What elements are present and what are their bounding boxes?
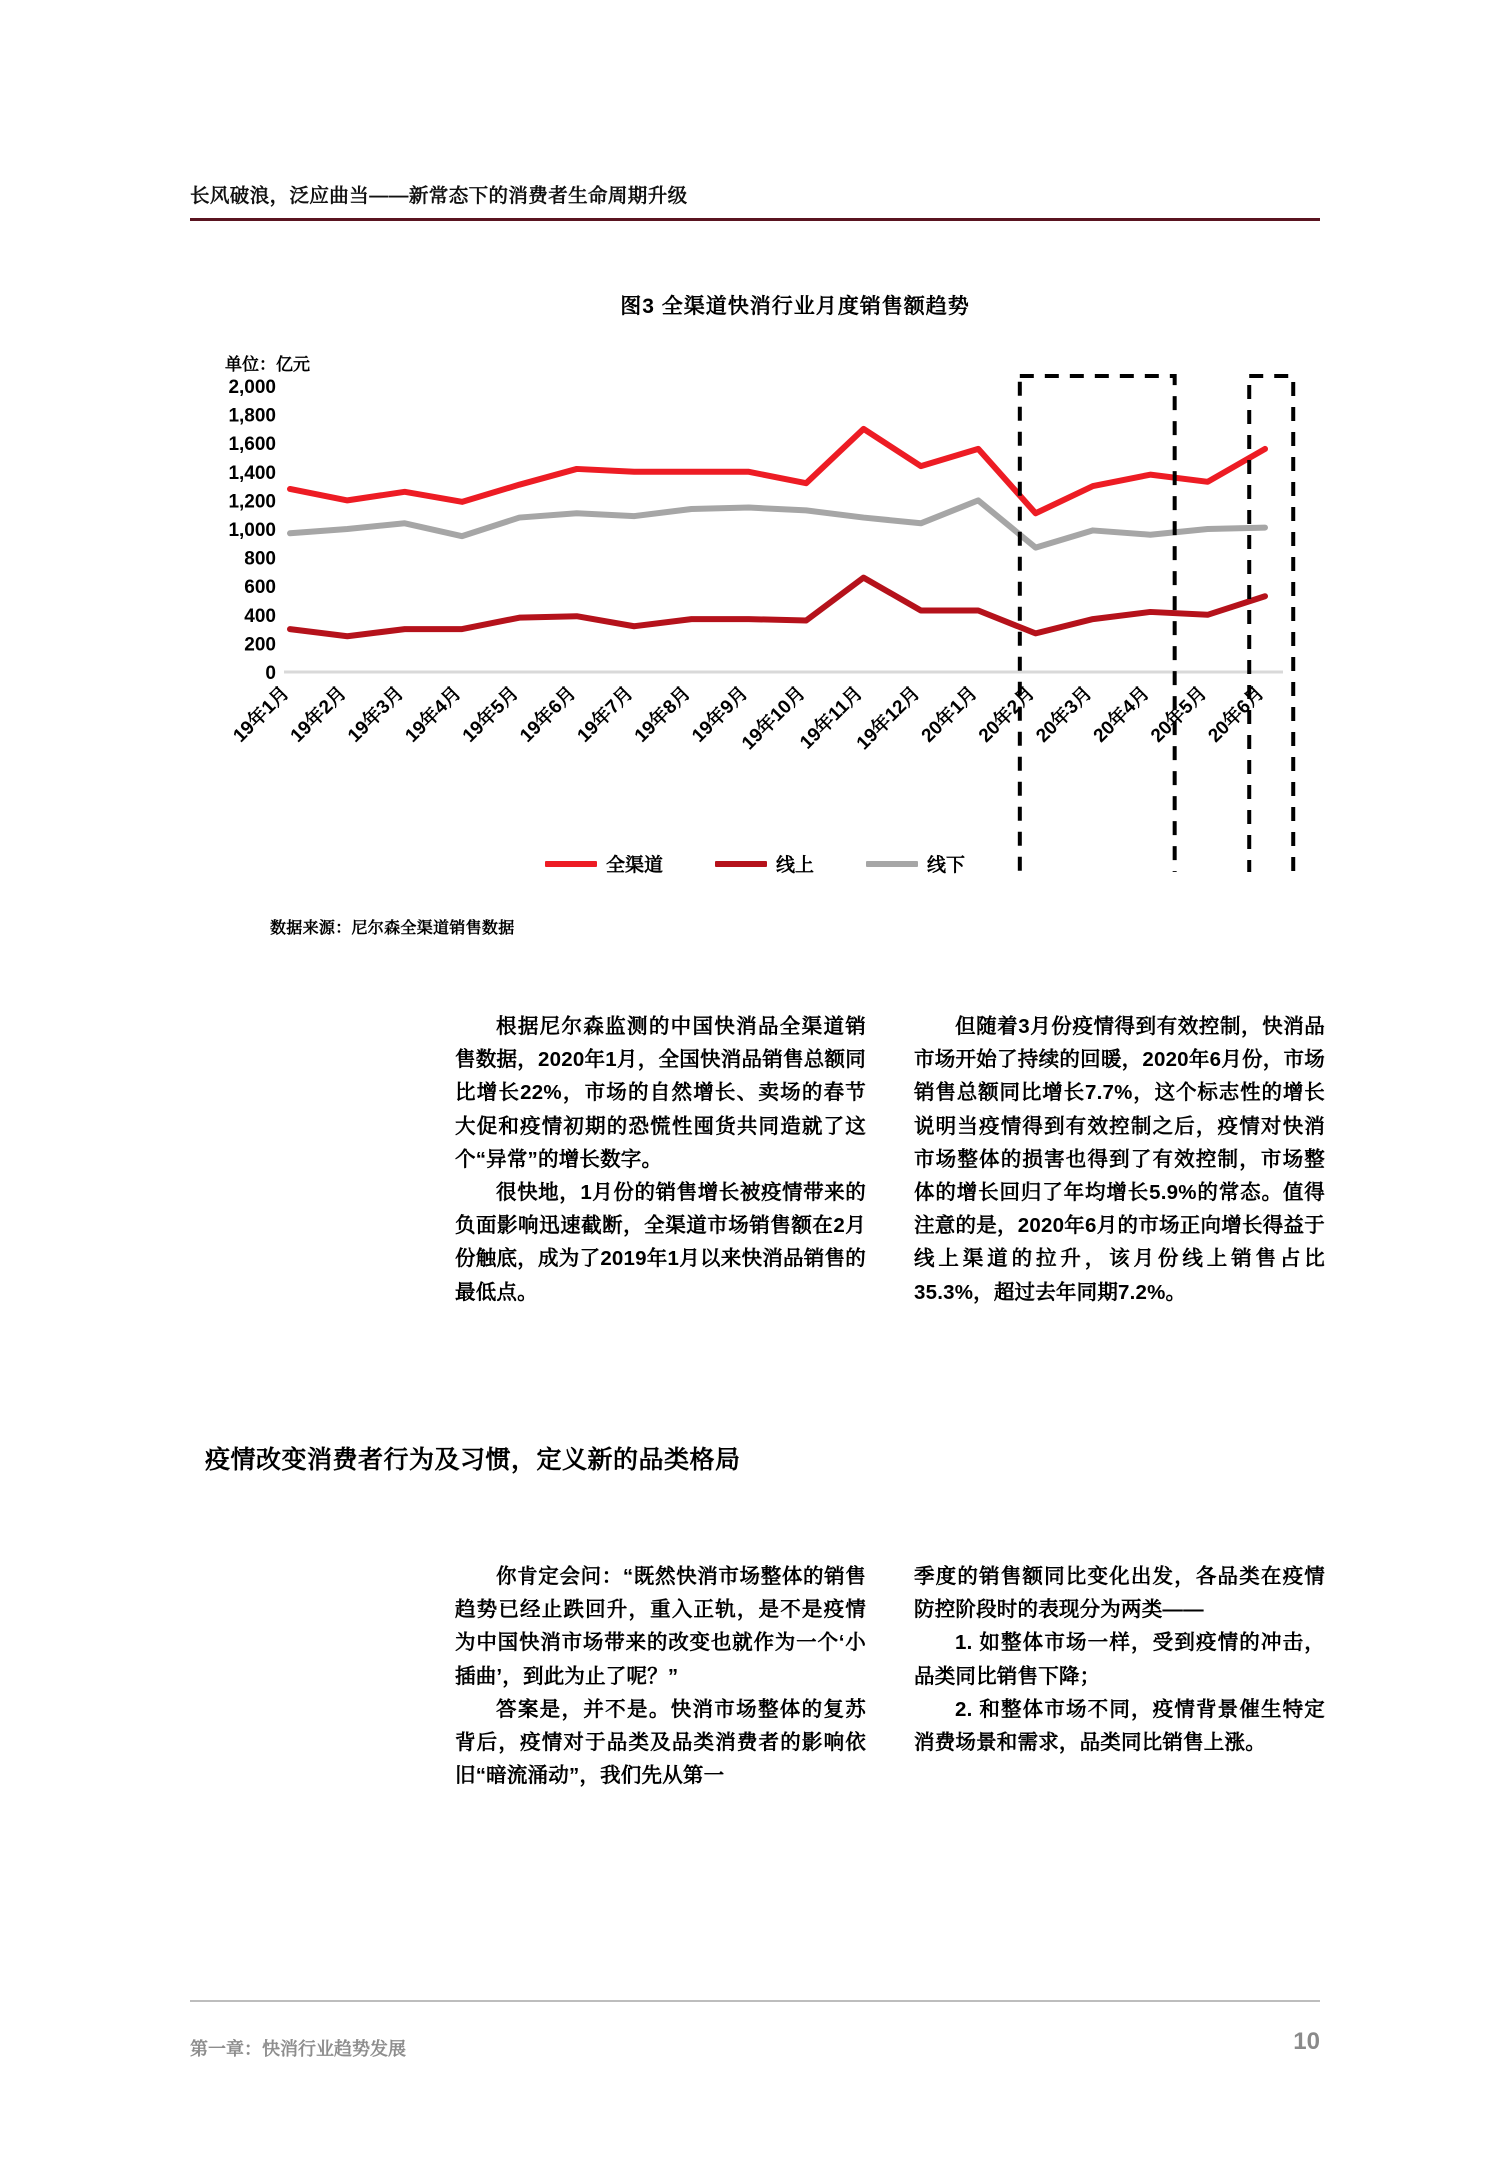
- paragraph: 季度的销售额同比变化出发，各品类在疫情防控阶段时的表现分为两类——: [914, 1565, 1325, 1622]
- x-axis-tick-label: 20年4月: [1089, 682, 1154, 747]
- list-item: 2. 和整体市场不同，疫情背景催生特定消费场景和需求，品类同比销售上涨。: [914, 1697, 1325, 1755]
- footer-chapter: 第一章：快消行业趋势发展: [190, 2039, 406, 2059]
- body-column-right: [914, 1560, 1325, 1792]
- x-axis-tick-label: 19年9月: [688, 682, 753, 747]
- y-axis-tick-label: 200: [244, 634, 276, 656]
- figure-3: [190, 290, 1320, 937]
- x-axis-tick-label: 20年6月: [1204, 682, 1269, 747]
- paragraph: 你肯定会问：“既然快消市场整体的销售趋势已经止跌回升，重入正轨，是不是疫情为中国快消市场带来的改变也就作为一个‘小插曲’，到此为止了呢？”: [455, 1565, 866, 1688]
- footer-rule: [190, 2000, 1320, 2002]
- y-axis-tick-label: 1,400: [228, 462, 276, 484]
- body-section-1: [455, 1010, 1325, 1309]
- x-axis-tick-label: 20年2月: [974, 682, 1040, 747]
- x-axis-tick-label: 19年2月: [286, 682, 351, 747]
- y-axis-tick-label: 1,200: [228, 491, 276, 513]
- legend-item-1: [715, 850, 814, 877]
- y-axis-tick-label: 2,000: [228, 377, 276, 398]
- paragraph: 很快地，1月份的销售增长被疫情带来的负面影响迅速截断，全渠道市场销售额在2月份触底，成为了2019年1月以来快消品销售的最低点。: [455, 1181, 866, 1304]
- x-axis-tick-label: 19年10月: [738, 682, 810, 755]
- y-axis-tick-label: 1,800: [228, 405, 276, 427]
- section-heading: 疫情改变消费者行为及习惯，定义新的品类格局: [205, 1446, 741, 1474]
- x-axis-tick-label: 19年5月: [458, 682, 523, 747]
- legend-label: 线下: [927, 855, 966, 876]
- chart-series-line: [290, 578, 1265, 637]
- body-column-left: [455, 1560, 866, 1792]
- y-axis-tick-label: 400: [244, 605, 276, 627]
- x-axis-tick-label: 19年6月: [516, 682, 581, 747]
- chart-series-line: [290, 500, 1265, 547]
- legend-item-2: [866, 850, 965, 877]
- figure-source-note: 数据来源：尼尔森全渠道销售数据: [270, 920, 515, 937]
- legend-swatch-icon: [545, 861, 597, 867]
- x-axis-tick-label: 19年8月: [630, 682, 696, 747]
- page-number: 10: [1293, 2028, 1320, 2055]
- chart-svg: [190, 372, 1320, 872]
- body-column-right: [914, 1010, 1325, 1309]
- legend-item-0: [545, 850, 663, 877]
- line-chart: [190, 372, 1320, 792]
- header-rule: [190, 218, 1320, 221]
- figure-title: 图3 全渠道快消行业月度销售额趋势: [620, 295, 970, 318]
- running-header-title: 长风破浪，泛应曲当——新常态下的消费者生命周期升级: [190, 185, 688, 207]
- paragraph: 答案是，并不是。快消市场整体的复苏背后，疫情对于品类及品类消费者的影响依旧“暗流涌动”，我们先从第一: [455, 1697, 866, 1788]
- x-axis-tick-label: 19年12月: [852, 682, 925, 755]
- legend-swatch-icon: [866, 861, 918, 867]
- x-axis-tick-label: 19年4月: [401, 682, 466, 747]
- x-axis-tick-label: 20年1月: [917, 682, 982, 747]
- legend-label: 线上: [775, 855, 814, 876]
- chart-highlight-box: [1020, 376, 1175, 872]
- chart-legend: [190, 850, 1320, 877]
- x-axis-tick-label: 19年1月: [229, 682, 294, 747]
- chart-highlight-box: [1249, 376, 1293, 872]
- y-axis-tick-label: 1,000: [228, 520, 276, 541]
- y-axis-tick-label: 0: [265, 663, 276, 684]
- body-section-2: [455, 1560, 1325, 1792]
- chart-series-line: [290, 429, 1265, 513]
- y-axis-tick-label: 600: [244, 577, 276, 599]
- x-axis-tick-label: 19年11月: [796, 682, 868, 754]
- paragraph: 但随着3月份疫情得到有效控制，快消品市场开始了持续的回暖，2020年6月份，市场销售总额同比增长7.7%，这个标志性的增长说明当疫情得到有效控制之后，疫情对快消市场整体的损害也得到了有效控制，市场整体的增长回归了年均增长5.9%的常态。值得注意的是，2020年6月的市场正向增长得益于线上渠道的拉升，该月份线上销售占比35.3%，超过去年同期7.2%。: [914, 1015, 1325, 1304]
- running-header: [190, 180, 1320, 221]
- legend-swatch-icon: [715, 861, 767, 867]
- list-item: 1. 如整体市场一样，受到疫情的冲击，品类同比销售下降；: [914, 1631, 1325, 1688]
- x-axis-tick-label: 19年7月: [573, 682, 638, 747]
- paragraph: 根据尼尔森监测的中国快消品全渠道销售数据，2020年1月，全国快消品销售总额同比增长22%，市场的自然增长、卖场的春节大促和疫情初期的恐慌性囤货共同造就了这个“异常”的增长数字。: [455, 1015, 866, 1171]
- x-axis-tick-label: 19年3月: [344, 682, 409, 747]
- x-axis-tick-label: 20年3月: [1032, 682, 1097, 747]
- figure-unit-label: 单位：亿元: [225, 355, 310, 374]
- x-axis-tick-label: 20年5月: [1147, 682, 1212, 747]
- y-axis-tick-label: 800: [244, 548, 276, 570]
- legend-label: 全渠道: [605, 855, 663, 876]
- body-column-left: [455, 1010, 866, 1309]
- y-axis-tick-label: 1,600: [228, 434, 276, 456]
